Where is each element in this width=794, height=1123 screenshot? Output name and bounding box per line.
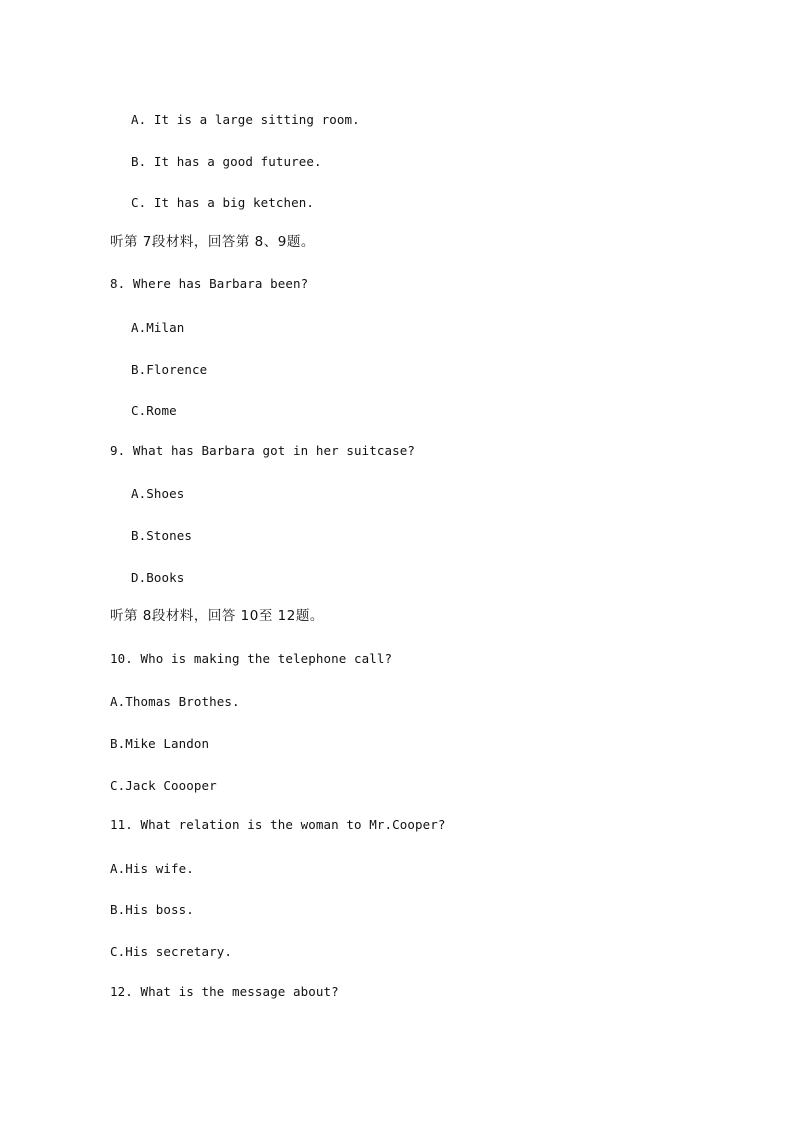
question-9: 9. What has Barbara got in her suitcase? — [110, 443, 416, 458]
q8-option-b: B.Florence — [131, 362, 208, 377]
q7-option-c: C. It has a big ketchen. — [131, 195, 315, 210]
q9-option-a: A.Shoes — [131, 486, 185, 501]
q10-option-a: A.Thomas Brothes. — [110, 694, 240, 709]
question-12: 12. What is the message about? — [110, 984, 339, 999]
q11-option-a: A.His wife. — [110, 861, 194, 876]
q10-option-b: B.Mike Landon — [110, 736, 210, 751]
question-10: 10. Who is making the telephone call? — [110, 651, 393, 666]
q7-option-a: A. It is a large sitting room. — [131, 112, 360, 127]
q10-option-c: C.Jack Coooper — [110, 778, 217, 793]
q9-option-d: D.Books — [131, 570, 185, 585]
section-heading-8: 听第 8段材料，回答 10至 12题。 — [110, 608, 324, 624]
question-11: 11. What relation is the woman to Mr.Cooper? — [110, 817, 446, 832]
q8-option-a: A.Milan — [131, 320, 185, 335]
q11-option-c: C.His secretary. — [110, 944, 233, 959]
q9-option-b: B.Stones — [131, 528, 193, 543]
q7-option-b: B. It has a good futuree. — [131, 154, 322, 169]
question-8: 8. Where has Barbara been? — [110, 276, 309, 291]
q8-option-c: C.Rome — [131, 403, 177, 418]
section-heading-7: 听第 7段材料，回答第 8、9题。 — [110, 234, 315, 250]
q11-option-b: B.His boss. — [110, 902, 194, 917]
